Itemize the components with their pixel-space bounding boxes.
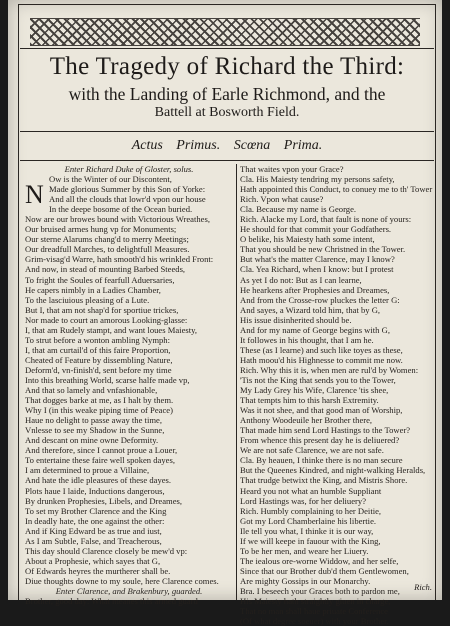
verse-line: From whence this present day he is deliuered? <box>240 435 400 446</box>
verse-line: Cla. Because my name is George. <box>240 204 357 215</box>
verse-line: Are mighty Gossips in our Monarchy. <box>240 575 371 586</box>
verse-line: Rich. Why this it is, when men are rul'd by Women: <box>240 364 419 375</box>
catchword: Rich. <box>414 582 432 592</box>
verse-line: Cla. His Maiesty tendring my persons safety, <box>240 174 395 185</box>
verse-line: O belike, his Maiesty hath some intent, <box>240 234 375 245</box>
verse-line: That made him send Lord Hastings to the Tower? <box>240 425 411 436</box>
verse-line: If we will keepe in fauour with the King, <box>240 535 381 546</box>
verse-line: I, that am curtail'd of this faire Proportion, <box>25 344 171 355</box>
verse-line: My Lady Grey his Wife, Clarence 'tis shee, <box>240 385 389 396</box>
verse-line: Vnlesse to see my Shadow in the Sunne, <box>25 425 165 436</box>
verse-line: Was it not shee, and that good man of Worship, <box>240 405 403 416</box>
verse-line: Into this breathing World, scarse halfe made vp, <box>25 374 190 385</box>
verse-line: And if King Edward be as true and iust, <box>25 525 162 536</box>
verse-line: His Maiesty hath straightly giuen in charge, <box>240 596 391 607</box>
verse-line: It followes in his thought, that I am he. <box>240 334 374 345</box>
folio-page <box>8 0 442 626</box>
drop-cap: N <box>25 180 44 209</box>
verse-line: Nor made to court an amorous Looking-glasse: <box>25 314 188 325</box>
verse-line: I, that am Rudely stampt, and want loues Maiesty, <box>25 324 198 335</box>
verse-line: And now, in stead of mounting Barbed Steeds, <box>25 264 186 275</box>
verse-line: And all the clouds that lowr'd vpon our house <box>49 194 206 205</box>
verse-line: In deadly hate, the one against the other: <box>25 515 165 526</box>
verse-line: Our sterne Alarums chang'd to merry Meetings; <box>25 234 189 245</box>
title-line-3: Battell at Bosworth Field. <box>154 105 300 120</box>
verse-line: And that so lamely and vnfashionable, <box>25 385 158 396</box>
title-line-2: with the Landing of Earle Richmond, and the <box>68 84 386 104</box>
verse-line: In the deepe bosome of the Ocean buried. <box>49 204 193 215</box>
verse-line: Cla. Yea Richard, when I know: but I protest <box>240 264 394 275</box>
title-rule <box>20 131 434 132</box>
verse-line: And descant on mine owne Deformity. <box>25 435 159 446</box>
verse-line: These (as I learne) and such like toyes as these, <box>240 344 403 355</box>
verse-line: But what's the matter Clarence, may I know? <box>240 254 395 265</box>
verse-line: That no man shall haue priuate Conference <box>240 606 388 617</box>
verse-line: Hath moou'd his Highnesse to commit me now. <box>240 354 403 365</box>
verse-line: Anthony Woodeuile her Brother there, <box>240 415 373 426</box>
verse-line: That you should be new Christned in the Tower. <box>240 244 406 255</box>
verse-line: He capers nimbly in a Ladies Chamber, <box>25 284 161 295</box>
verse-line: Heard you not what an humble Suppliant <box>240 485 382 496</box>
verse-line: Plots haue I laide, Inductions dangerous, <box>25 485 165 496</box>
verse-line: His issue disinherited should be. <box>240 314 352 325</box>
verse-line: That dogges barke at me, as I halt by them. <box>25 395 174 406</box>
verse-line: And from the Crosse-row pluckes the letter G: <box>240 294 400 305</box>
verse-line: And sayes, a Wizard told him, that by G, <box>240 304 381 315</box>
verse-line: That waites vpon your Grace? <box>240 164 344 174</box>
verse-line: Got my Lord Chamberlaine his libertie. <box>240 515 377 526</box>
verse-line: To the lasciuious pleasing of a Lute. <box>25 294 150 305</box>
right-verse-lines <box>240 164 440 626</box>
verse-line: 'Tis not the King that sends you to the Tower, <box>240 374 396 385</box>
verse-line: That tempts him to this harsh Extremity. <box>240 395 379 406</box>
play-title <box>20 52 434 121</box>
verse-line: This day should Clarence closely be mew'd vp: <box>25 545 188 556</box>
stage-direction: Enter Richard Duke of Gloster, solus. <box>64 164 194 174</box>
verse-line: And therefore, since I cannot proue a Louer, <box>25 445 178 456</box>
verse-line: He should for that commit your Godfathers. <box>240 224 392 235</box>
column-divider <box>236 164 237 600</box>
verse-line: Our bruised armes hung vp for Monuments; <box>25 224 177 235</box>
act-scene-heading: Actus Primus. Scœna Prima. <box>131 138 323 153</box>
verse-line: Of Edwards heyres the murtherer shall be. <box>25 565 171 576</box>
verse-line: Cheated of Feature by dissembling Nature, <box>25 354 173 365</box>
verse-line: Made glorious Summer by this Son of Yorke: <box>49 184 206 195</box>
verse-line: As I am Subtle, False, and Treacherous, <box>25 535 162 546</box>
verse-line: Since that our Brother dub'd them Gentlewomen, <box>240 565 409 576</box>
verse-line: I am determined to proue a Villaine, <box>25 465 150 476</box>
left-column <box>25 164 233 607</box>
verse-line: Lord Hastings was, for her deliuery? <box>240 495 367 506</box>
verse-line: As yet I do not: But as I can learne, <box>240 274 362 285</box>
verse-line: Rich. Humbly complaining to her Deitie, <box>240 505 382 516</box>
verse-line: Ile tell you what, I thinke it is our way, <box>240 525 374 536</box>
verse-line: Deform'd, vn-finish'd, sent before my time <box>25 364 172 375</box>
verse-line: Grim-visag'd Warre, hath smooth'd his wrinkled Front: <box>25 254 214 265</box>
verse-line: Our dreadfull Marches, to delightfull Measures. <box>25 244 190 255</box>
verse-line: We are not safe Clarence, we are not safe. <box>240 445 384 456</box>
verse-line: Cla. By heauen, I thinke there is no man secure <box>240 455 403 466</box>
verse-line: But the Queenes Kindred, and night-walking Heralds, <box>240 465 426 476</box>
verse-line: Why I (in this weake piping time of Peace) <box>25 405 173 416</box>
verse-line: And for my name of George begins with G, <box>240 324 390 335</box>
verse-line: By drunken Prophesies, Libels, and Dreames, <box>25 495 183 506</box>
right-column <box>240 164 440 626</box>
verse-line: To be her men, and weare her Liuery. <box>240 545 369 556</box>
verse-line: Bra. I beseech your Graces both to pardon me, <box>240 585 400 596</box>
verse-line: To fright the Soules of fearfull Aduersaries, <box>25 274 175 285</box>
verse-line: The iealous ore-worne Widdow, and her selfe, <box>240 555 399 566</box>
verse-line: Haue no delight to passe away the time, <box>25 415 162 426</box>
verse-line: Ow is the Winter of our Discontent, <box>49 174 172 185</box>
verse-line: That trudge betwixt the King, and Mistris Shore. <box>240 475 408 486</box>
decorative-headpiece <box>30 18 420 46</box>
verse-line: But I, that am not shap'd for sportiue trickes, <box>25 304 179 315</box>
verse-line: Diue thoughts downe to my soule, here Clarence comes. <box>25 575 219 586</box>
act-rule <box>20 160 434 161</box>
left-verse-lines <box>25 174 233 586</box>
verse-line: He hearkens after Prophesies and Dreames, <box>240 284 390 295</box>
verse-line: (Of what degree soeuer) with your Brother. <box>240 616 389 626</box>
verse-line: To entertaine these faire well spoken dayes, <box>25 455 175 466</box>
verse-line: To set my Brother Clarence and the King <box>25 505 167 516</box>
title-line-1: The Tragedy of Richard the Third: <box>49 53 405 80</box>
verse-line: To strut before a wonton ambling Nymph: <box>25 334 170 345</box>
stage-direction: Enter Clarence, and Brakenbury, guarded. <box>55 585 203 596</box>
verse-line: Brother, good day: What meanes this armed guard <box>25 596 198 607</box>
verse-line: And hate the idle pleasures of these dayes. <box>25 475 172 486</box>
headpiece-rule <box>20 48 434 49</box>
verse-line: Hath appointed this Conduct, to conuey me to th' Tower <box>240 184 433 195</box>
verse-line: Rich. Alacke my Lord, that fault is none of yours: <box>240 214 412 225</box>
verse-line: About a Prophesie, which sayes that G, <box>25 555 161 566</box>
verse-line: Rich. Vpon what cause? <box>240 194 324 205</box>
verse-line: Now are our browes bound with Victorious Wreathes, <box>25 214 210 225</box>
